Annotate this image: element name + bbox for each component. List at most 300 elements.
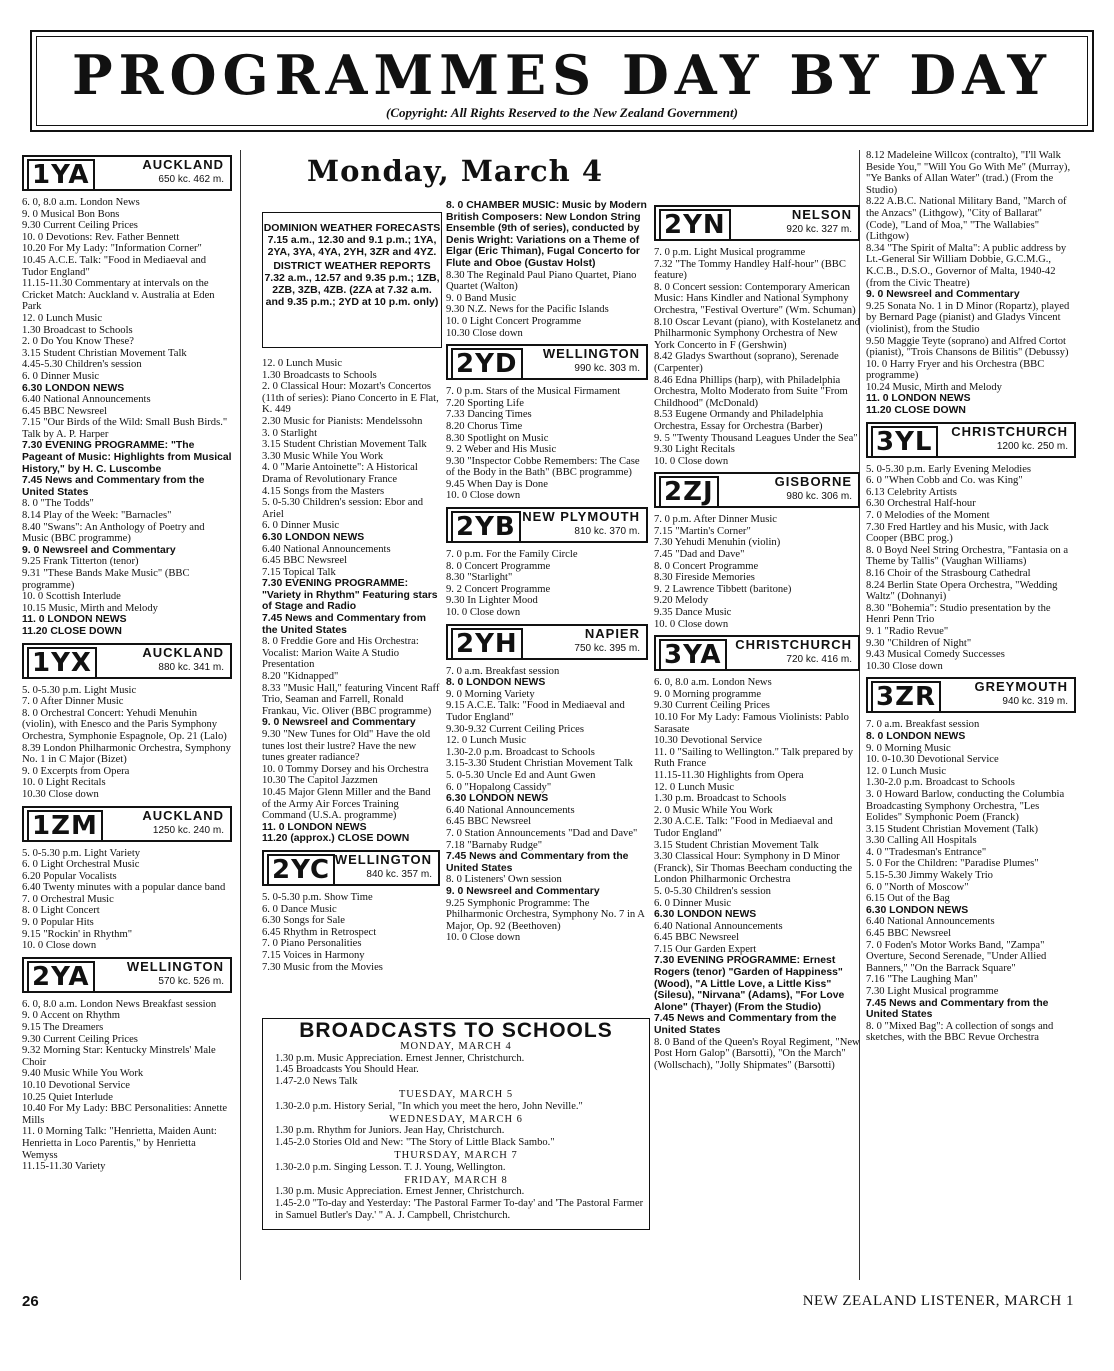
programme-entry: 8. 0 CHAMBER MUSIC: Music by Modern British Composers: New London String Ensemble (9th of series), conducted by Denis Wright: Variations on a Theme of Elgar (Eric Thiman), Fugal Concerto for Flute and Oboe (Gustav Holst) bbox=[446, 200, 647, 269]
programme-entry: 8. 0 Listeners' Own session bbox=[446, 874, 562, 886]
station-frequency: 980 kc. 306 m. bbox=[786, 491, 852, 503]
programme-entry: 9. 0 Accent on Rhythm bbox=[22, 1010, 120, 1022]
programme-entry: 2. 0 Classical Hour: Mozart's Concertos (11th of series): Piano Concerto in E Flat, K. 449 bbox=[262, 381, 439, 416]
schools-entry: 1.30 p.m. Music Appreciation. Ernest Jenner, Christchurch. bbox=[275, 1186, 525, 1198]
station-call: 2ZJ bbox=[659, 476, 719, 508]
programme-entry: 8.40 "Swans": An Anthology of Poetry and Music (BBC programme) bbox=[22, 521, 205, 545]
programme-entry: 7. 0 p.m. After Dinner Music bbox=[654, 514, 777, 526]
weather-text: 7.15 a.m., 12.30 and 9.1 p.m.; 1YA, 2YA, 3YA, 4YA, 2YH, 3ZR and 4YZ. bbox=[267, 233, 437, 258]
programme-entry: 7.45 News and Commentary from the United States bbox=[262, 613, 426, 636]
programme-entry: 10.10 Devotional Service bbox=[22, 1080, 130, 1091]
station-frequency: 650 kc. 462 m. bbox=[158, 174, 224, 185]
programme-entry: 8.22 A.B.C. National Military Band, "March of the Anzacs" (Lithgow), "City of Ballarat" (Code), "Land of Moa," "The Wallabies" (Lithgow) bbox=[866, 196, 1067, 243]
schools-day: FRIDAY, MARCH 8 bbox=[404, 1174, 508, 1186]
programme-entry: 1.30 p.m. Broadcast to Schools bbox=[654, 793, 787, 805]
station-header-2zj bbox=[654, 472, 860, 508]
programme-entry: 4.45-5.30 Children's session bbox=[22, 359, 142, 371]
programme-entry: 10.45 A.C.E. Talk: "Food in Mediaeval and Tudor England" bbox=[22, 254, 207, 278]
programme-entry: 1.30 Broadcast to Schools bbox=[22, 324, 133, 336]
listing-3ya-continued bbox=[866, 150, 1076, 417]
programme-entry: 7.45 "Dad and Dave" bbox=[654, 549, 745, 561]
station-header-3ya bbox=[654, 635, 860, 671]
station-city: NELSON bbox=[791, 207, 852, 222]
programme-entry: 11. 0 LONDON NEWS bbox=[22, 614, 127, 626]
programme-entry: 8. 0 "The Todds" bbox=[22, 498, 94, 510]
programme-entry: 10. 0 Harry Fryer and his Orchestra (BBC programme) bbox=[866, 358, 1045, 382]
programme-entry: 7.45 News and Commentary from the United States bbox=[22, 475, 205, 498]
programme-entry: 8. 0 Band of the Queen's Royal Regiment, "New Post Horn Galop" (Barsotti), "On the March" (Wollschach), "Jolly Shipmates" (Barsotti) bbox=[654, 1036, 860, 1071]
programme-entry: 7.33 Dancing Times bbox=[446, 409, 532, 421]
schools-day: TUESDAY, MARCH 5 bbox=[398, 1088, 514, 1100]
programme-entry: 7.30 Yehudi Menuhin (violin) bbox=[654, 537, 781, 549]
programme-entry: 6.40 National Announcements bbox=[22, 394, 151, 406]
programme-entry: 10. 0 Light Recitals bbox=[22, 777, 106, 789]
station-call: 2YB bbox=[451, 511, 521, 543]
programme-entry: 9. 0 Morning Music bbox=[866, 742, 951, 754]
programme-entry: 9. 2 Concert Programme bbox=[446, 583, 551, 595]
programme-entry: 2.30 Music for Pianists: Mendelssohn bbox=[262, 415, 423, 427]
programme-entry: 9.30 Current Ceiling Prices bbox=[22, 1033, 138, 1045]
programme-entry: 3.15 Student Christian Movement Talk bbox=[654, 839, 819, 851]
programme-entry: 8.16 Choir of the Strasbourg Cathedral bbox=[866, 568, 1031, 579]
programme-entry: 6.13 Celebrity Artists bbox=[866, 486, 957, 498]
station-frequency: 570 kc. 526 m. bbox=[158, 975, 224, 987]
schools-day: WEDNESDAY, MARCH 6 bbox=[389, 1113, 523, 1125]
programme-entry: 7.30 Light Musical programme bbox=[866, 986, 999, 997]
programme-entry: 6.30 Orchestral Half-hour bbox=[866, 498, 976, 510]
programme-entry: 10.30 Close down bbox=[22, 788, 99, 800]
programme-entry: 7. 0 Station Announcements "Dad and Dave" bbox=[446, 827, 638, 839]
programme-entry: 10.24 Music, Mirth and Melody bbox=[866, 381, 1002, 393]
programme-entry: 7. 0 Foden's Motor Works Band, "Zampa" Overture, Second Serenade, "Under Allied Banners," "On the Barrack Square" bbox=[866, 939, 1047, 974]
programme-entry: 6.40 Twenty minutes with a popular dance band bbox=[22, 882, 226, 894]
programme-entry: 3.15 Student Christian Movement (Talk) bbox=[866, 823, 1038, 835]
programme-entry: 11. 0 "Sailing to Wellington." Talk prepared by Ruth France bbox=[654, 746, 853, 770]
programme-entry: 6.45 BBC Newsreel bbox=[446, 816, 532, 828]
programme-entry: 9.30 Light Recitals bbox=[654, 444, 735, 456]
programme-entry: 3.30 Music While You Work bbox=[262, 450, 384, 462]
programme-entry: 11. 0 LONDON NEWS bbox=[262, 821, 367, 833]
programme-entry: 1.30 Broadcasts to Schools bbox=[262, 369, 377, 381]
programme-entry: 6.40 National Announcements bbox=[446, 804, 575, 816]
programme-entry: 7.15 Our Garden Expert bbox=[654, 943, 757, 955]
listing-2yd bbox=[446, 386, 648, 502]
station-frequency: 840 kc. 357 m. bbox=[366, 868, 432, 880]
programme-entry: 5. 0-5.30 p.m. Light Music bbox=[22, 684, 137, 696]
programme-entry: 7.30 EVENING PROGRAMME: Ernest Rogers (tenor) "Garden of Happiness" (Wood), "A Little Love, a Little Kiss" (Silesu), "Nirvana" (Adams), "For Love Alone" (Thayer) (From the Studio) bbox=[654, 955, 845, 1013]
programme-entry: 11.20 CLOSE DOWN bbox=[866, 405, 966, 417]
station-call: 1YX bbox=[27, 647, 97, 679]
column-3 bbox=[446, 200, 648, 1016]
station-header-1ya bbox=[22, 155, 232, 191]
programme-entry: 8.30 Spotlight on Music bbox=[446, 432, 549, 444]
programme-entry: 12. 0 Lunch Music bbox=[262, 358, 343, 369]
programme-entry: 7.30 EVENING PROGRAMME: "The Pageant of Music: Highlights from Musical History," by H. C. Luscombe bbox=[22, 440, 232, 475]
programme-entry: 6. 0 "When Cobb and Co. was King" bbox=[866, 475, 1023, 487]
schools-entry: 1.45 Broadcasts You Should Hear. bbox=[275, 1064, 419, 1076]
listing-2ya-morning bbox=[22, 999, 232, 1173]
programme-entry: 6.40 National Announcements bbox=[262, 543, 391, 555]
programme-entry: 8.30 "Bohemia": Studio presentation by the Henri Penn Trio bbox=[866, 602, 1051, 626]
programme-entry: 7.15 "Our Birds of the Wild: Small Bush Birds." Talk by A. P. Harper bbox=[22, 417, 228, 440]
programme-entry: 9. 0 Newsreel and Commentary bbox=[446, 885, 600, 897]
programme-entry: 8.30 The Reginald Paul Piano Quartet, Piano Quartet (Walton) bbox=[446, 269, 637, 293]
station-city: WELLINGTON bbox=[334, 851, 432, 867]
station-city: AUCKLAND bbox=[142, 644, 224, 660]
schools-entry: 1.30-2.0 p.m. History Serial, "In which you meet the hero, John Neville." bbox=[275, 1100, 583, 1112]
programme-entry: 8. 0 Boyd Neel String Orchestra, "Fantasia on a Theme by Tallis" (Vaughan Williams) bbox=[866, 544, 1069, 568]
broadcasts-to-schools-box bbox=[262, 1018, 650, 1230]
programme-entry: 9.50 Maggie Teyte (soprano) and Alfred Cortot (pianist), "Trois Chansons de Bilitis" (Debussy) bbox=[866, 335, 1069, 359]
station-call: 2YH bbox=[451, 628, 523, 660]
schools-entry: 1.30-2.0 p.m. Singing Lesson. T. J. Young, Wellington. bbox=[275, 1161, 506, 1173]
programme-entry: 8.24 Berlin State Opera Orchestra, "Wedding Waltz" (Dohnanyi) bbox=[866, 579, 1058, 603]
programme-entry: 7.20 Sporting Life bbox=[446, 397, 524, 409]
programme-entry: 6.45 BBC Newsreel bbox=[22, 405, 108, 417]
programme-entry: 7. 0 Piano Personalities bbox=[262, 938, 362, 950]
station-frequency: 720 kc. 416 m. bbox=[786, 654, 852, 666]
programme-entry: 2. 0 Do You Know These? bbox=[22, 336, 134, 348]
programme-entry: 8.46 Edna Phillips (harp), with Philadelphia Orchestra, Molto Moderato from Suite "From Childhood" (McDonald) bbox=[654, 374, 848, 409]
programme-entry: 7.45 News and Commentary from the United States bbox=[654, 1013, 837, 1037]
programme-entry: 8. 0 LONDON NEWS bbox=[446, 677, 546, 689]
listing-1ya bbox=[22, 197, 232, 638]
programme-entry: 7.30 Music from the Movies bbox=[262, 961, 383, 973]
programme-entry: 3.15-3.30 Student Christian Movement Talk bbox=[446, 758, 633, 770]
programme-entry: 6.15 Out of the Bag bbox=[866, 893, 950, 905]
station-header-2yd bbox=[446, 344, 648, 380]
programme-entry: 5. 0-5.30 Children's session: Ebor and Ariel bbox=[262, 497, 424, 520]
station-header-1zm bbox=[22, 806, 232, 842]
programme-entry: 8.34 "The Spirit of Malta": A public address by Lt.-General Sir William Dobbie, G.C.M.G., K.C.B., D.S.O., Governor of Malta, 1940-42 (from the Civic Theatre) bbox=[866, 242, 1067, 289]
station-call: 3ZR bbox=[871, 681, 941, 713]
station-frequency: 1250 kc. 240 m. bbox=[152, 824, 224, 836]
station-frequency: 920 kc. 327 m. bbox=[786, 224, 852, 235]
station-city: NEW PLYMOUTH bbox=[522, 509, 640, 525]
station-call: 1ZM bbox=[27, 810, 103, 842]
weather-title: DOMINION WEATHER FORECASTS bbox=[263, 222, 441, 234]
programme-entry: 10.30 The Capitol Jazzmen bbox=[262, 775, 378, 787]
listing-2yn bbox=[654, 247, 860, 467]
programme-entry: 9.32 Morning Star: Kentucky Minstrels' Male Choir bbox=[22, 1045, 216, 1068]
programme-entry: 3. 0 Starlight bbox=[262, 427, 318, 439]
programme-entry: 8. 0 Light Concert bbox=[22, 905, 100, 917]
programme-entry: 10.10 For My Lady: Famous Violinists: Pablo Sarasate bbox=[654, 712, 849, 735]
programme-entry: 9.25 Frank Titterton (tenor) bbox=[22, 556, 139, 568]
station-header-3yl bbox=[866, 422, 1076, 458]
programme-entry: 7. 0 p.m. Light Musical programme bbox=[654, 247, 806, 258]
programme-entry: 8. 0 Concert Programme bbox=[654, 560, 759, 572]
programme-entry: 6.30 Songs for Sale bbox=[262, 915, 345, 927]
station-call: 2YA bbox=[27, 961, 95, 993]
page-number: 26 bbox=[22, 1293, 39, 1310]
programme-entry: 10. 0 Tommy Dorsey and his Orchestra bbox=[262, 763, 429, 775]
station-city: AUCKLAND bbox=[142, 807, 224, 823]
programme-entry: 8. 0 Freddie Gore and His Orchestra: Vocalist: Marion Waite A Studio Presentation bbox=[262, 636, 419, 671]
listing-3yl bbox=[866, 464, 1076, 673]
programme-entry: 2. 0 Music While You Work bbox=[654, 804, 773, 816]
programme-entry: 12. 0 Lunch Music bbox=[22, 312, 103, 324]
programme-entry: 10.30 Close down bbox=[866, 660, 943, 672]
listing-1zm bbox=[22, 848, 232, 952]
listing-3zr bbox=[866, 719, 1076, 1044]
programme-entry: 9.15 "Rockin' in Rhythm" bbox=[22, 928, 133, 940]
programme-entry: 9.30 "Inspector Cobbe Remembers: The Case of the Body in the Bath" (BBC programme) bbox=[446, 455, 640, 479]
programme-entry: 2.30 A.C.E. Talk: "Food in Mediaeval and Tudor England" bbox=[654, 816, 833, 839]
programme-entry: 12. 0 Lunch Music bbox=[446, 735, 527, 747]
programme-entry: 6.45 BBC Newsreel bbox=[866, 928, 952, 940]
station-frequency: 750 kc. 395 m. bbox=[574, 642, 640, 654]
programme-entry: 1.30-2.0 p.m. Broadcast to Schools bbox=[446, 746, 595, 758]
listing-2yh bbox=[446, 666, 648, 944]
programme-entry: 9.30 In Lighter Mood bbox=[446, 595, 538, 607]
programme-entry: 11. 0 LONDON NEWS bbox=[866, 393, 971, 405]
programme-entry: 3.15 Student Christian Movement Talk bbox=[22, 347, 187, 359]
programme-entry: 11.20 CLOSE DOWN bbox=[22, 625, 122, 637]
programme-entry: 12. 0 Lunch Music bbox=[866, 765, 947, 777]
station-call: 2YD bbox=[451, 348, 523, 380]
programme-entry: 6.40 National Announcements bbox=[654, 920, 783, 932]
programme-entry: 9. 5 "Twenty Thousand Leagues Under the Sea" bbox=[654, 432, 858, 444]
programme-entry: 10. 0-10.30 Devotional Service bbox=[866, 754, 999, 766]
programme-entry: 9. 2 Lawrence Tibbett (baritone) bbox=[654, 583, 792, 595]
programme-entry: 6.20 Popular Vocalists bbox=[22, 870, 117, 882]
station-city: CHRISTCHURCH bbox=[951, 423, 1068, 439]
programme-entry: 6. 0 "North of Moscow" bbox=[866, 881, 969, 893]
programme-entry: 7. 0 a.m. Breakfast session bbox=[446, 665, 560, 677]
programme-entry: 6.45 Rhythm in Retrospect bbox=[262, 926, 377, 938]
listing-2zj bbox=[654, 514, 860, 630]
programme-entry: 3. 0 Howard Barlow, conducting the Columbia Broadcasting Symphony Orchestra, "Les Eolides" Symphonic Poem (Franck) bbox=[866, 788, 1065, 824]
schools-entry: 1.30 p.m. Rhythm for Juniors. Jean Hay, Christchurch. bbox=[275, 1125, 505, 1137]
programme-entry: 8. 0 Concert session: Contemporary American Music: Hans Kindler and National Symphony Orchestra, "Festival Overture" (Wm. Schuman) bbox=[654, 281, 856, 316]
programme-entry: 7.30 Fred Hartley and his Music, with Jack Cooper (BBC prog.) bbox=[866, 521, 1049, 545]
schools-entry: 1.47-2.0 News Talk bbox=[275, 1076, 358, 1088]
column-rule bbox=[240, 150, 241, 1280]
programme-entry: 9. 1 "Radio Revue" bbox=[866, 625, 949, 637]
programme-entry: 11.15-11.30 Variety bbox=[22, 1161, 106, 1173]
programme-entry: 5. 0-5.30 p.m. Show Time bbox=[262, 891, 373, 903]
programme-entry: 6. 0, 8.0 a.m. London News Breakfast session bbox=[22, 998, 217, 1010]
programme-entry: 9.15 The Dreamers bbox=[22, 1022, 104, 1034]
programme-entry: 9.40 Music While You Work bbox=[22, 1068, 144, 1080]
programme-entry: 9.30 Current Ceiling Prices bbox=[654, 700, 770, 712]
schools-entry: 1.45-2.0 Stories Old and New: "The Story of Little Black Sambo." bbox=[275, 1137, 555, 1149]
programme-entry: 11. 0 Morning Talk: "Henrietta, Maiden Aunt: Henrietta in Loco Parentis," by Henrietta Wemyss bbox=[22, 1126, 217, 1161]
programme-entry: 9. 0 Newsreel and Commentary bbox=[262, 717, 416, 729]
programme-entry: 5. 0-5.30 Uncle Ed and Aunt Gwen bbox=[446, 769, 596, 781]
programme-entry: 6.30 LONDON NEWS bbox=[262, 531, 365, 543]
programme-entry: 7. 0 Orchestral Music bbox=[22, 893, 114, 905]
programme-entry: 9.31 "These Bands Make Music" (BBC programme) bbox=[22, 568, 190, 591]
programme-entry: 9. 0 Morning Variety bbox=[446, 688, 535, 700]
programme-entry: 4. 0 "Tradesman's Entrance" bbox=[866, 846, 987, 858]
programme-entry: 9. 0 Popular Hits bbox=[22, 917, 94, 929]
programme-entry: 6.30 LONDON NEWS bbox=[654, 909, 757, 921]
programme-entry: 8. 0 "Mixed Bag": A collection of songs and sketches, with the BBC Revue Orchestra bbox=[866, 1020, 1054, 1044]
programme-entry: 11.15-11.30 Commentary at intervals on the Cricket Match: Auckland v. Australia at Eden Park bbox=[22, 278, 215, 313]
programme-entry: 7. 0 Melodies of the Moment bbox=[866, 510, 990, 522]
programme-entry: 7. 0 After Dinner Music bbox=[22, 696, 124, 708]
listing-2yc bbox=[262, 892, 440, 973]
programme-entry: 9. 0 Morning programme bbox=[654, 688, 762, 700]
programme-entry: 10.45 Major Glenn Miller and the Band of the Army Air Forces Training Command (U.S.A. programme) bbox=[262, 786, 431, 822]
programme-entry: 9.20 Melody bbox=[654, 595, 709, 607]
station-call: 3YA bbox=[659, 639, 727, 671]
programme-entry: 10. 0 Light Concert Programme bbox=[446, 315, 582, 327]
station-city: NAPIER bbox=[584, 625, 640, 641]
programme-entry: 8.42 Gladys Swarthout (soprano), Serenade (Carpenter) bbox=[654, 351, 839, 374]
programme-entry: 6. 0 "Hopalong Cassidy" bbox=[446, 781, 552, 793]
programme-entry: 3.30 Calling All Hospitals bbox=[866, 835, 977, 847]
programme-entry: 10. 0 Close down bbox=[446, 932, 521, 944]
station-header-1yx bbox=[22, 643, 232, 679]
station-call: 2YN bbox=[659, 209, 731, 241]
programme-entry: 6. 0, 8.0 a.m. London News bbox=[654, 677, 772, 689]
listing-2ya-evening bbox=[446, 200, 648, 339]
column-1 bbox=[22, 150, 232, 1280]
weather-box bbox=[262, 212, 442, 348]
station-header-3zr bbox=[866, 677, 1076, 713]
programme-entry: 8.10 Oscar Levant (piano), with Kostelanetz and Philharmonic Symphony Orchestra of New York Concerto in F (Gershwin) bbox=[654, 316, 860, 351]
programme-entry: 8.12 Madeleine Willcox (contralto), "I'll Walk Beside You," "Will You Go With Me" (Murray), "Ye Banks of Allan Water" (trad.) (From the Studio) bbox=[866, 150, 1071, 196]
programme-entry: 7.32 "The Tommy Handley Half-hour" (BBC feature) bbox=[654, 258, 846, 282]
weather-text: 7.32 a.m., 12.57 and 9.35 p.m.; 1ZB, 2ZB, 3ZB, 4ZB. (2ZA at 7.32 a.m. and 9.35 p.m.; 2YD at 10 p.m. only) bbox=[264, 272, 440, 308]
programme-entry: 6. 0 Dance Music bbox=[262, 903, 337, 915]
programme-entry: 8.53 Eugene Ormandy and Philadelphia Orchestra, Essay for Orchestra (Barber) bbox=[654, 409, 824, 432]
issue-footer: NEW ZEALAND LISTENER, MARCH 1 bbox=[802, 1293, 1074, 1309]
programme-entry: 7.15 "Martin's Corner" bbox=[654, 525, 751, 537]
programme-entry: 7.16 "The Laughing Man" bbox=[866, 974, 978, 986]
programme-entry: 5. 0 For the Children: "Paradise Plumes" bbox=[866, 858, 1039, 870]
programme-entry: 10.15 Music, Mirth and Melody bbox=[22, 602, 158, 614]
listing-2ya-afternoon bbox=[262, 358, 440, 845]
schools-title: BROADCASTS TO SCHOOLS bbox=[299, 1019, 613, 1042]
programme-entry: 9.35 Dance Music bbox=[654, 607, 732, 619]
station-header-2ya bbox=[22, 957, 232, 993]
programme-entry: 7.30 EVENING PROGRAMME: "Variety in Rhythm" Featuring stars of Stage and Radio bbox=[262, 578, 438, 613]
programme-entry: 10. 0 Close down bbox=[446, 490, 521, 502]
programme-entry: 10. 0 Close down bbox=[22, 940, 97, 952]
programme-entry: 9. 0 Excerpts from Opera bbox=[22, 765, 130, 777]
masthead bbox=[30, 30, 1094, 132]
programme-entry: 5. 0-5.30 p.m. Early Evening Melodies bbox=[866, 463, 1032, 475]
programme-entry: 7.15 Voices in Harmony bbox=[262, 949, 365, 961]
programme-entry: 5. 0-5.30 Children's session bbox=[654, 885, 771, 897]
programme-entry: 10. 0 Close down bbox=[446, 607, 521, 619]
programme-entry: 6. 0, 8.0 a.m. London News bbox=[22, 197, 140, 208]
programme-entry: 9.25 Symphonic Programme: The Philharmonic Orchestra, Symphony No. 7 in A Major, Op. 92 (Beethoven) bbox=[446, 897, 645, 932]
programme-entry: 1.30-2.0 p.m. Broadcast to Schools bbox=[866, 777, 1015, 789]
programme-entry: 6. 0 Dinner Music bbox=[654, 897, 732, 909]
programme-entry: 3.15 Student Christian Movement Talk bbox=[262, 439, 427, 451]
programme-entry: 4. 0 "Marie Antoinette": A Historical Drama of Revolutionary France bbox=[262, 462, 418, 485]
programme-entry: 11.20 (approx.) CLOSE DOWN bbox=[262, 833, 410, 845]
programme-entry: 10. 0 Close down bbox=[654, 455, 729, 467]
station-city: AUCKLAND bbox=[142, 157, 224, 172]
schools-day: MONDAY, MARCH 4 bbox=[400, 1040, 512, 1052]
programme-entry: 11.15-11.30 Highlights from Opera bbox=[654, 769, 804, 781]
station-city: WELLINGTON bbox=[126, 958, 224, 974]
programme-entry: 9.30 "New Tunes for Old" Have the old tunes lost their lustre? Have the new tunes greater radiance? bbox=[262, 729, 431, 764]
station-header-2yc bbox=[262, 850, 440, 886]
station-city: WELLINGTON bbox=[542, 346, 640, 362]
programme-entry: 10.30 Devotional Service bbox=[654, 735, 762, 747]
programme-entry: 7.15 Topical Talk bbox=[262, 566, 336, 578]
programme-entry: 8. 0 Concert Programme bbox=[446, 560, 551, 572]
programme-entry: 6. 0 Dinner Music bbox=[22, 370, 100, 382]
station-frequency: 810 kc. 370 m. bbox=[574, 526, 640, 538]
programme-entry: 9. 0 Band Music bbox=[446, 292, 517, 304]
programme-entry: 12. 0 Lunch Music bbox=[654, 781, 735, 793]
programme-entry: 10.40 For My Lady: BBC Personalities: Annette Mills bbox=[22, 1103, 228, 1126]
programme-entry: 9.30-9.32 Current Ceiling Prices bbox=[446, 723, 584, 735]
programme-entry: 8.20 "Kidnapped" bbox=[262, 671, 339, 683]
programme-entry: 10. 0 Scottish Interlude bbox=[22, 591, 121, 603]
programme-entry: 6. 0 Light Orchestral Music bbox=[22, 859, 140, 871]
station-call: 2YC bbox=[267, 854, 335, 886]
programme-entry: 7.18 "Barnaby Rudge" bbox=[446, 839, 543, 851]
station-city: CHRISTCHURCH bbox=[735, 637, 852, 653]
station-frequency: 940 kc. 319 m. bbox=[1002, 696, 1068, 708]
programme-entry: 10. 0 Close down bbox=[654, 618, 729, 630]
station-header-2yn bbox=[654, 205, 860, 241]
programme-entry: 6.30 LONDON NEWS bbox=[22, 382, 125, 394]
day-title: Monday, March 4 bbox=[306, 154, 604, 188]
column-5 bbox=[866, 150, 1076, 1280]
programme-entry: 7.45 News and Commentary from the United States bbox=[866, 997, 1049, 1021]
programme-entry: 6.45 BBC Newsreel bbox=[262, 555, 348, 567]
programme-entry: 9.30 N.Z. News for the Pacific Islands bbox=[446, 304, 609, 316]
programme-entry: 3.30 Classical Hour: Symphony in D Minor (Franck), Sir Thomas Beecham conducting the London Philharmonic Orchestra bbox=[654, 851, 853, 886]
schools-day: THURSDAY, MARCH 7 bbox=[394, 1149, 518, 1161]
column-2 bbox=[262, 358, 440, 1018]
schools-entry: 1.30 p.m. Music Appreciation. Ernest Jenner, Christchurch. bbox=[275, 1052, 525, 1064]
programme-entry: 5. 0-5.30 p.m. Light Variety bbox=[22, 847, 141, 859]
programme-entry: 8.39 London Philharmonic Orchestra, Symphony No. 1 in C Major (Bizet) bbox=[22, 742, 231, 766]
programme-entry: 9.43 Musical Comedy Successes bbox=[866, 649, 1005, 661]
programme-entry: 7. 0 a.m. Breakfast session bbox=[866, 719, 980, 731]
programme-entry: 6.30 LONDON NEWS bbox=[866, 904, 969, 916]
programme-entry: 4.15 Songs from the Masters bbox=[262, 485, 385, 497]
station-city: GISBORNE bbox=[774, 474, 852, 490]
masthead-copyright: (Copyright: All Rights Reserved to the New Zealand Government) bbox=[386, 105, 738, 120]
programme-entry: 10. 0 Devotions: Rev. Father Bennett bbox=[22, 231, 180, 243]
programme-entry: 8. 0 Orchestral Concert: Yehudi Menuhin (violin), with Enesco and the Paris Symphony Orchestra, Symphonie Espagnole, Op. 21 (Lalo) bbox=[22, 707, 227, 742]
programme-entry: 9.45 When Day is Done bbox=[446, 478, 548, 490]
programme-entry: 7.45 News and Commentary from the United States bbox=[446, 851, 629, 874]
station-call: 3YL bbox=[871, 426, 938, 458]
programme-entry: 7. 0 p.m. Stars of the Musical Firmament bbox=[446, 386, 621, 398]
programme-entry: 10.25 Quiet Interlude bbox=[22, 1091, 113, 1103]
programme-entry: 9. 0 Newsreel and Commentary bbox=[22, 544, 176, 556]
programme-entry: 6.45 BBC Newsreel bbox=[654, 932, 740, 944]
programme-entry: 7. 0 p.m. For the Family Circle bbox=[446, 549, 578, 561]
programme-entry: 9. 0 Newsreel and Commentary bbox=[866, 289, 1020, 301]
station-frequency: 880 kc. 341 m. bbox=[158, 661, 224, 673]
programme-entry: 9. 2 Weber and His Music bbox=[446, 444, 557, 456]
station-header-2yb bbox=[446, 507, 648, 543]
programme-entry: 8.20 Chorus Time bbox=[446, 420, 523, 432]
station-city: GREYMOUTH bbox=[974, 679, 1068, 695]
listing-1yx bbox=[22, 685, 232, 801]
programme-entry: 9.15 A.C.E. Talk: "Food in Mediaeval and Tudor England" bbox=[446, 700, 625, 723]
weather-title: DISTRICT WEATHER REPORTS bbox=[273, 260, 431, 273]
masthead-title: PROGRAMMES DAY BY DAY bbox=[72, 43, 1052, 107]
programme-entry: 9.25 Sonata No. 1 in D Minor (Ropartz), played by Bernard Page (pianist) and Gladys Vincent (violinist), from the Studio bbox=[866, 300, 1070, 335]
schools-entry: 1.45-2.0 "To-day and Yesterday: 'The Pastoral Farmer To-day' and 'The Pastoral Farmer in Samuel Butler's Day.' " A. J. Campbell, Christchurch. bbox=[275, 1198, 644, 1221]
programme-entry: 9.30 "Children of Night" bbox=[866, 637, 972, 649]
